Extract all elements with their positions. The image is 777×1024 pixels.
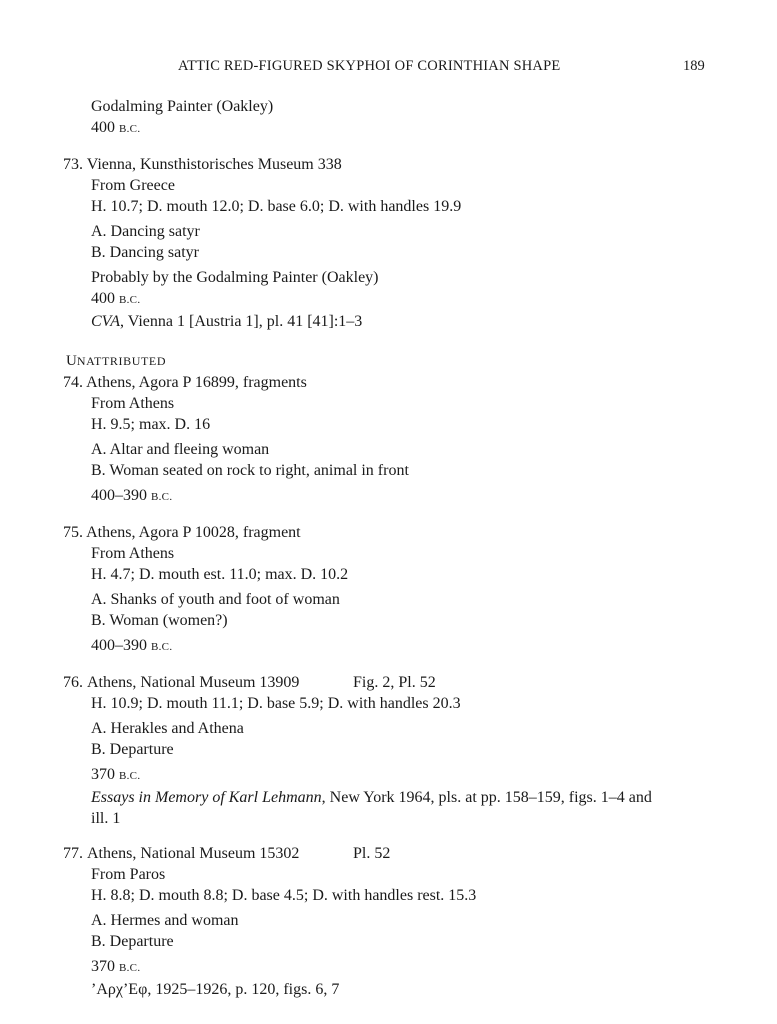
entry-side-a: A. Shanks of youth and foot of woman: [91, 591, 340, 608]
page-number: 189: [683, 58, 705, 74]
entry-date: 370 B.C.: [91, 766, 141, 783]
entry-figures: Fig. 2, Pl. 52: [353, 674, 436, 691]
entry-date: 400–390 B.C.: [91, 637, 173, 654]
entry-dimensions: H. 8.8; D. mouth 8.8; D. base 4.5; D. with handles rest. 15.3: [91, 887, 477, 904]
entry-heading: [0, 154, 777, 175]
entry-heading: [0, 672, 777, 693]
entry-side-a: A. Altar and fleeing woman: [91, 441, 270, 458]
entry-number: 75.: [63, 524, 83, 541]
entry-location: Vienna, Kunsthistorisches Museum 338: [86, 156, 342, 173]
entry-bibliography: Essays in Memory of Karl Lehmann, New York 1964, pls. at pp. 158–159, figs. 1–4 and: [91, 789, 652, 806]
catalogue-entry-75: [0, 522, 777, 658]
running-title: ATTIC RED-FIGURED SKYPHOI OF CORINTHIAN SHAPE: [178, 58, 561, 74]
intro-date: 400 B.C.: [91, 119, 141, 136]
entry-location: Athens, National Museum 15302: [87, 845, 300, 862]
entry-number: 73.: [63, 156, 83, 173]
entry-location: Athens, National Museum 13909: [87, 674, 300, 691]
entry-date: 400 B.C.: [91, 290, 141, 307]
entry-dimensions: H. 4.7; D. mouth est. 11.0; max. D. 10.2: [91, 566, 349, 583]
catalogue-entry-74: [0, 372, 777, 508]
catalogue-entry-73: [0, 154, 777, 332]
catalogue-entry-77: [0, 843, 777, 1000]
entry-bibliography: ’Αρχ’Εφ, 1925–1926, p. 120, figs. 6, 7: [91, 981, 340, 998]
entry-number: 77.: [63, 845, 83, 862]
entry-number: 76.: [63, 674, 83, 691]
entry-provenance: From Greece: [91, 177, 175, 194]
entry-side-b: B. Dancing satyr: [91, 244, 199, 261]
intro-attribution: Godalming Painter (Oakley): [91, 98, 274, 115]
entry-side-a: A. Dancing satyr: [91, 223, 200, 240]
entry-heading: [0, 843, 777, 864]
entry-number: 74.: [63, 374, 83, 391]
entry-figures: Pl. 52: [353, 845, 391, 862]
catalogue-entry-76: [0, 672, 777, 829]
entry-dimensions: H. 9.5; max. D. 16: [91, 416, 211, 433]
entry-dimensions: H. 10.9; D. mouth 11.1; D. base 5.9; D. with handles 20.3: [91, 695, 461, 712]
entry-provenance: From Paros: [91, 866, 166, 883]
section-heading: UNATTRIBUTED: [66, 353, 167, 369]
entry-side-b: B. Departure: [91, 933, 174, 950]
entry-location: Athens, Agora P 10028, fragment: [86, 524, 301, 541]
entry-side-b: B. Woman (women?): [91, 612, 228, 629]
entry-side-b: B. Departure: [91, 741, 174, 758]
running-header: [0, 56, 777, 76]
entry-provenance: From Athens: [91, 395, 175, 412]
entry-date: 400–390 B.C.: [91, 487, 173, 504]
entry-side-a: A. Herakles and Athena: [91, 720, 244, 737]
entry-dimensions: H. 10.7; D. mouth 12.0; D. base 6.0; D. with handles 19.9: [91, 198, 462, 215]
entry-date: 370 B.C.: [91, 958, 141, 975]
entry-provenance: From Athens: [91, 545, 175, 562]
entry-bibliography-cont: ill. 1: [91, 810, 121, 827]
entry-heading: [0, 372, 777, 393]
entry-side-b: B. Woman seated on rock to right, animal in front: [91, 462, 409, 479]
entry-location: Athens, Agora P 16899, fragments: [86, 374, 307, 391]
entry-attribution: Probably by the Godalming Painter (Oakley): [91, 269, 379, 286]
catalogue-text: [0, 96, 777, 1000]
entry-bibliography: CVA, Vienna 1 [Austria 1], pl. 41 [41]:1–3: [91, 313, 363, 330]
entry-side-a: A. Hermes and woman: [91, 912, 239, 929]
entry-heading: [0, 522, 777, 543]
